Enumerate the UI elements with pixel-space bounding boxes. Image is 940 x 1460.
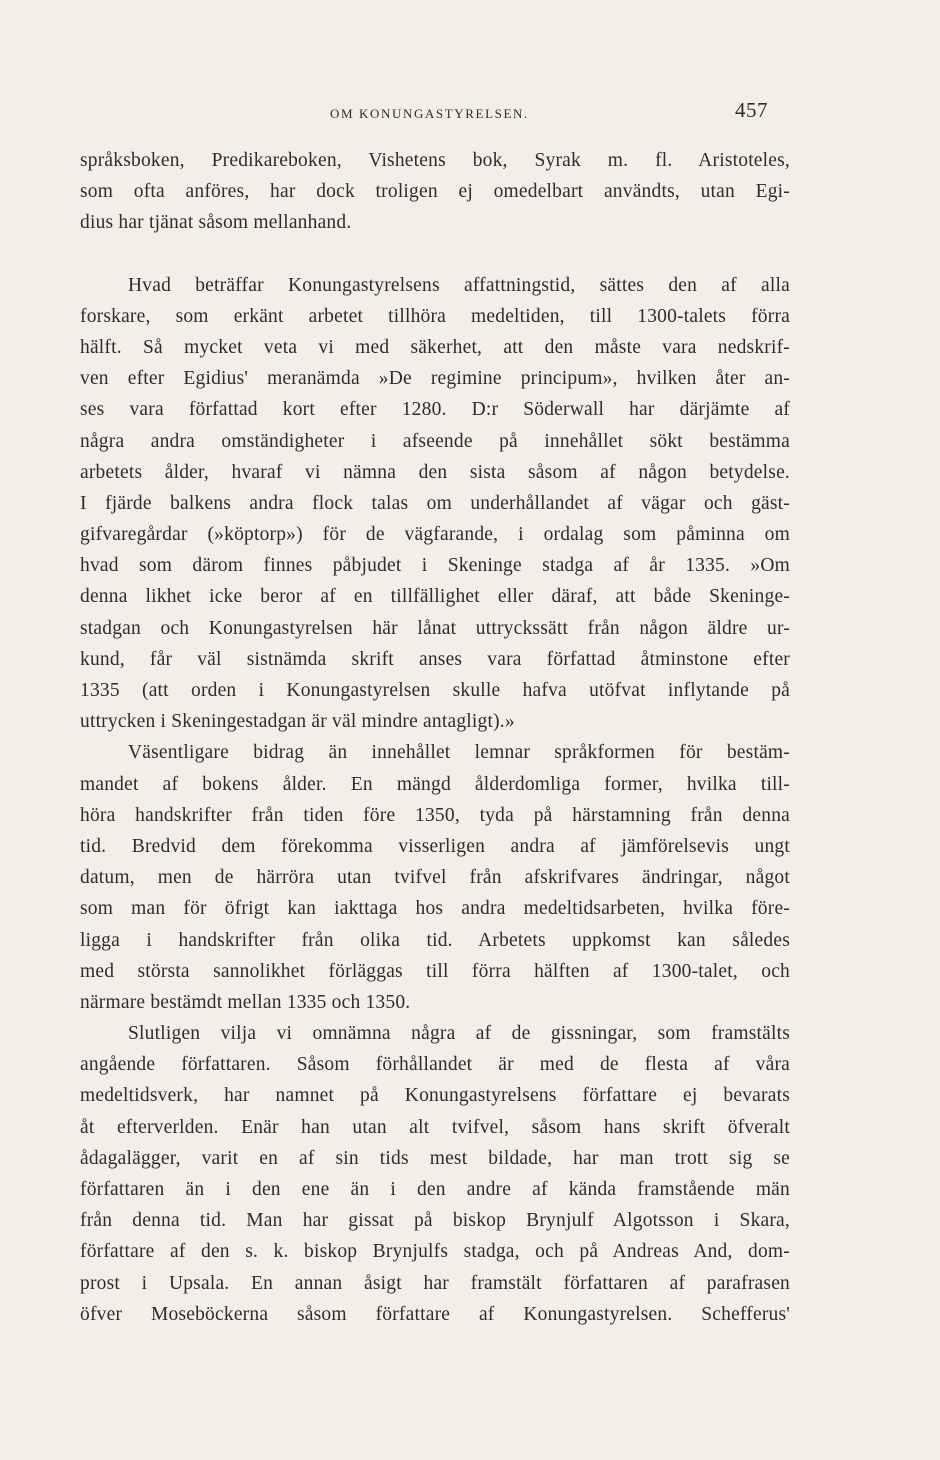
text-line: som ofta anföres, har dock troligen ej omedelbart användts, utan Egi- <box>80 181 790 203</box>
text-line: datum, men de härröra utan tvifvel från afskrifvares ändringar, något <box>80 867 790 889</box>
body-text <box>80 145 790 1330</box>
page-header <box>80 96 768 126</box>
text-line: prost i Upsala. En annan åsigt har framstält författaren af parafrasen <box>80 1272 790 1294</box>
text-line: Hvad beträffar Konungastyrelsens affattningstid, sättes den af alla <box>128 274 790 296</box>
text-line: dius har tjänat såsom mellanhand. <box>80 212 352 234</box>
text-line: åt efterverlden. Enär han utan alt tvifvel, såsom hans skrift öfveralt <box>80 1116 790 1138</box>
text-line: Slutligen vilja vi omnämna några af de gissningar, som framstälts <box>128 1023 790 1045</box>
text-line: kund, får väl sistnämda skrift anses vara författad åtminstone efter <box>80 648 790 670</box>
paragraph <box>80 1018 790 1330</box>
running-title: OM KONUNGASTYRELSEN. <box>330 106 529 121</box>
text-line: höra handskrifter från tiden före 1350, tyda på härstamning från denna <box>80 804 790 826</box>
text-line: hälft. Så mycket veta vi med säkerhet, att den måste vara nedskrif- <box>80 336 790 358</box>
paragraph-gap <box>80 239 790 270</box>
text-line: angående författaren. Såsom förhållandet är med de flesta af våra <box>80 1054 790 1076</box>
text-line: författare af den s. k. biskop Brynjulfs stadga, och på Andreas And, dom- <box>80 1241 790 1263</box>
text-line: Väsentligare bidrag än innehållet lemnar språkformen för bestäm- <box>128 742 790 764</box>
page-number: 457 <box>735 98 768 122</box>
text-line: från denna tid. Man har gissat på biskop Brynjulf Algotsson i Skara, <box>80 1210 790 1232</box>
text-line: ven efter Egidius' meranämda »De regimine principum», hvilken åter an- <box>80 368 790 390</box>
text-line: ådagalägger, varit en af sin tids mest bildade, har man trott sig se <box>80 1147 790 1169</box>
text-line: mandet af bokens ålder. En mängd ålderdomliga former, hvilka till- <box>80 773 790 795</box>
paragraph <box>80 145 790 239</box>
text-line: denna likhet icke beror af en tillfällighet eller däraf, att både Skeninge- <box>80 586 790 608</box>
text-line: arbetets ålder, hvaraf vi nämna den sista såsom af någon betydelse. <box>80 461 790 483</box>
text-line: stadgan och Konungastyrelsen här lånat uttryckssätt från någon äldre ur- <box>80 617 790 639</box>
text-line: uttrycken i Skeningestadgan är väl mindre antagligt).» <box>80 711 515 733</box>
paragraph <box>80 270 790 738</box>
text-line: ses vara författad kort efter 1280. D:r Söderwall har därjämte af <box>80 399 790 421</box>
text-line: hvad som därom finnes påbjudet i Skeninge stadga af år 1335. »Om <box>80 555 790 577</box>
text-line: som man för öfrigt kan iakttaga hos andra medeltidsarbeten, hvilka före- <box>80 898 790 920</box>
text-line: gifvaregårdar (»köptorp») för de vägfarande, i ordalag som påminna om <box>80 524 790 546</box>
text-line: närmare bestämdt mellan 1335 och 1350. <box>80 991 411 1013</box>
text-line: öfver Moseböckerna såsom författare af Konungastyrelsen. Schefferus' <box>80 1303 790 1325</box>
text-line: tid. Bredvid dem förekomma visserligen andra af jämförelsevis ungt <box>80 835 790 857</box>
text-line: med största sannolikhet förläggas till förra hälften af 1300-talet, och <box>80 960 790 982</box>
text-line: 1335 (att orden i Konungastyrelsen skulle hafva utöfvat inflytande på <box>80 680 790 701</box>
text-line: medeltidsverk, har namnet på Konungastyrelsens författare ej bevarats <box>80 1085 790 1107</box>
text-line: språksboken, Predikareboken, Vishetens bok, Syrak m. fl. Aristoteles, <box>80 150 790 171</box>
paragraph <box>80 737 790 1018</box>
text-line: författaren än i den ene än i den andre af kända framstående män <box>80 1179 790 1200</box>
text-line: forskare, som erkänt arbetet tillhöra medeltiden, till 1300-talets förra <box>80 305 790 327</box>
text-line: några andra omständigheter i afseende på innehållet sökt bestämma <box>80 430 790 452</box>
text-line: I fjärde balkens andra flock talas om underhållandet af vägar och gäst- <box>80 492 790 514</box>
text-line: ligga i handskrifter från olika tid. Arbetets uppkomst kan således <box>80 929 790 951</box>
